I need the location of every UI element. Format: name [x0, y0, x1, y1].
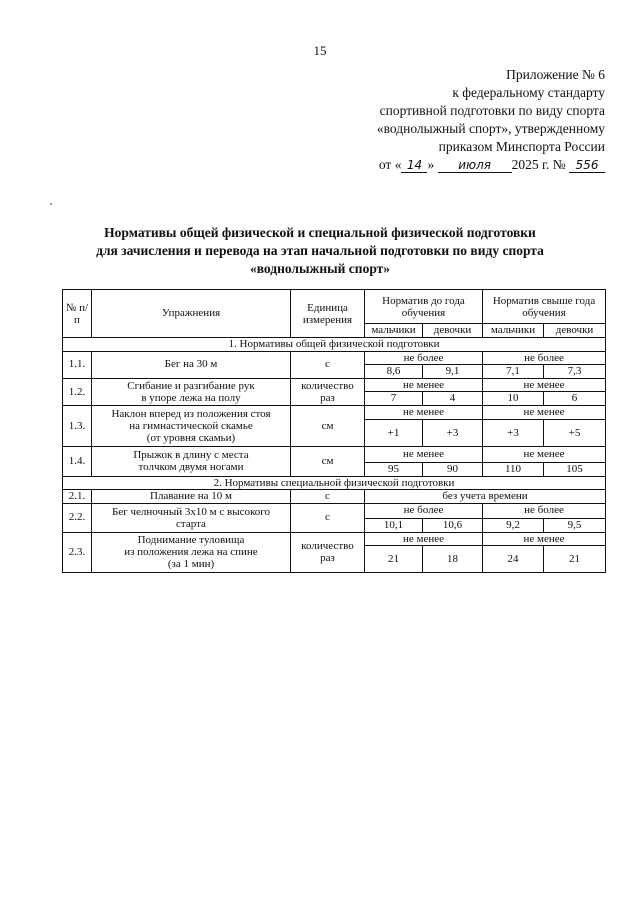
row-exercise-line: Поднимание туловища — [137, 534, 245, 547]
header-norm-to-year: Норматив до года обучения — [365, 290, 483, 324]
row-unit-line: раз — [320, 552, 335, 565]
row-exercise-line: Прыжок в длину с места — [133, 449, 249, 462]
header-girls: девочки — [544, 324, 606, 338]
row-value: 9,1 — [423, 365, 483, 379]
row-unit-line: раз — [320, 391, 335, 404]
document-title — [40, 224, 600, 278]
header-boys: мальчики — [483, 324, 544, 338]
appendix-line: Приложение № 6 — [506, 67, 605, 82]
row-num: 2.3. — [63, 532, 92, 573]
handwritten-day: 14 — [401, 159, 427, 173]
row-value: 24 — [483, 546, 544, 573]
title-line: для зачисления и перевода на этап начальной подготовки по виду спорта — [96, 243, 544, 258]
row-condition: не более — [483, 503, 606, 518]
scan-dot — [50, 203, 52, 205]
table-header-row — [63, 290, 606, 324]
norms-table — [62, 289, 606, 573]
row-value: 7,1 — [483, 365, 544, 379]
row-unit: см — [291, 406, 365, 447]
row-value: 10,6 — [423, 518, 483, 532]
row-unit — [291, 532, 365, 573]
page-number: 15 — [313, 43, 327, 58]
table-row — [63, 378, 606, 392]
row-unit: с — [291, 490, 365, 504]
header-girls: девочки — [423, 324, 483, 338]
row-value: 21 — [544, 546, 606, 573]
row-value: 9,5 — [544, 518, 606, 532]
row-exercise-line: толчком двумя ногами — [138, 461, 244, 474]
row-value: 105 — [544, 463, 606, 477]
table-row — [63, 447, 606, 463]
row-exercise-line: на гимнастической скамье — [129, 420, 253, 432]
row-exercise — [92, 378, 291, 406]
row-num: 1.2. — [63, 378, 92, 406]
row-num: 2.2. — [63, 503, 92, 532]
row-value: 4 — [423, 392, 483, 406]
header-norm-over-year: Норматив свыше года обучения — [483, 290, 606, 324]
row-value: 18 — [423, 546, 483, 573]
row-value: 9,2 — [483, 518, 544, 532]
row-unit: см — [291, 447, 365, 477]
row-condition: не более — [365, 503, 483, 518]
header-boys: мальчики — [365, 324, 423, 338]
row-value: +3 — [423, 420, 483, 447]
row-unit: с — [291, 351, 365, 378]
row-exercise — [92, 406, 291, 447]
row-value: 110 — [483, 463, 544, 477]
row-exercise-line: из положения лежа на спине — [124, 546, 258, 559]
table-row — [63, 532, 606, 546]
row-value: без учета времени — [365, 490, 606, 504]
row-value: 7 — [365, 392, 423, 406]
row-unit: с — [291, 503, 365, 532]
row-condition: не менее — [365, 532, 483, 546]
row-condition: не менее — [483, 532, 606, 546]
date-prefix: от « — [378, 157, 402, 172]
section-title: 1. Нормативы общей физической подготовки — [63, 338, 606, 352]
row-num: 1.4. — [63, 447, 92, 477]
date-year: 2025 г. № — [511, 157, 566, 172]
row-exercise — [92, 532, 291, 573]
row-value: 90 — [423, 463, 483, 477]
row-unit-line: количество — [301, 379, 354, 392]
row-value: 10,1 — [365, 518, 423, 532]
row-value: +3 — [483, 420, 544, 447]
appendix-date-line — [305, 156, 605, 174]
date-mid: » — [427, 157, 435, 172]
row-value: 10 — [483, 392, 544, 406]
row-value: 8,6 — [365, 365, 423, 379]
row-exercise-line: старта — [176, 517, 206, 530]
appendix-line: приказом Минспорта России — [438, 139, 605, 154]
row-unit-line: количество — [301, 540, 354, 553]
section-row — [63, 338, 606, 352]
header-num: № п/п — [63, 290, 92, 338]
section-row — [63, 476, 606, 490]
row-num: 1.3. — [63, 406, 92, 447]
row-exercise — [92, 447, 291, 477]
row-condition: не менее — [483, 406, 606, 420]
header-exercise: Упражнения — [92, 290, 291, 338]
row-condition: не менее — [365, 406, 483, 420]
row-exercise-line: Наклон вперед из положения стоя — [111, 408, 271, 420]
row-exercise-line: Бег челночный 3х10 м с высокого — [112, 505, 270, 518]
title-line: Нормативы общей физической и специальной физической подготовки — [104, 225, 536, 240]
appendix-header — [305, 66, 605, 174]
title-line: «воднолыжный спорт» — [249, 261, 391, 276]
row-exercise-line: (за 1 мин) — [167, 558, 215, 571]
row-unit — [291, 378, 365, 406]
row-value: 95 — [365, 463, 423, 477]
row-condition: не менее — [365, 447, 483, 463]
row-condition: не менее — [483, 447, 606, 463]
appendix-line: «воднолыжный спорт», утвержденному — [376, 121, 605, 136]
table-row — [63, 406, 606, 420]
row-condition: не более — [483, 351, 606, 365]
row-value: 6 — [544, 392, 606, 406]
row-value: +5 — [544, 420, 606, 447]
table-row — [63, 503, 606, 518]
handwritten-month: июля — [438, 159, 512, 173]
section-title: 2. Нормативы специальной физической подготовки — [63, 476, 606, 490]
row-value: 7,3 — [544, 365, 606, 379]
row-exercise — [92, 503, 291, 532]
table-row — [63, 490, 606, 504]
row-condition: не менее — [365, 378, 483, 392]
appendix-line: к федеральному стандарту — [452, 85, 605, 100]
row-exercise-line: Сгибание и разгибание рук — [127, 379, 255, 392]
row-condition: не менее — [483, 378, 606, 392]
table-row — [63, 351, 606, 365]
row-condition: не более — [365, 351, 483, 365]
row-value: +1 — [365, 420, 423, 447]
row-value: 21 — [365, 546, 423, 573]
row-exercise: Бег на 30 м — [92, 351, 291, 378]
appendix-line: спортивной подготовки по виду спорта — [379, 103, 605, 118]
header-unit: Единица измерения — [291, 290, 365, 338]
handwritten-order-number: 556 — [569, 159, 605, 173]
row-exercise-line: (от уровня скамьи) — [146, 432, 236, 444]
row-num: 1.1. — [63, 351, 92, 378]
row-exercise-line: в упоре лежа на полу — [141, 391, 241, 404]
row-exercise: Плавание на 10 м — [92, 490, 291, 504]
row-num: 2.1. — [63, 490, 92, 504]
